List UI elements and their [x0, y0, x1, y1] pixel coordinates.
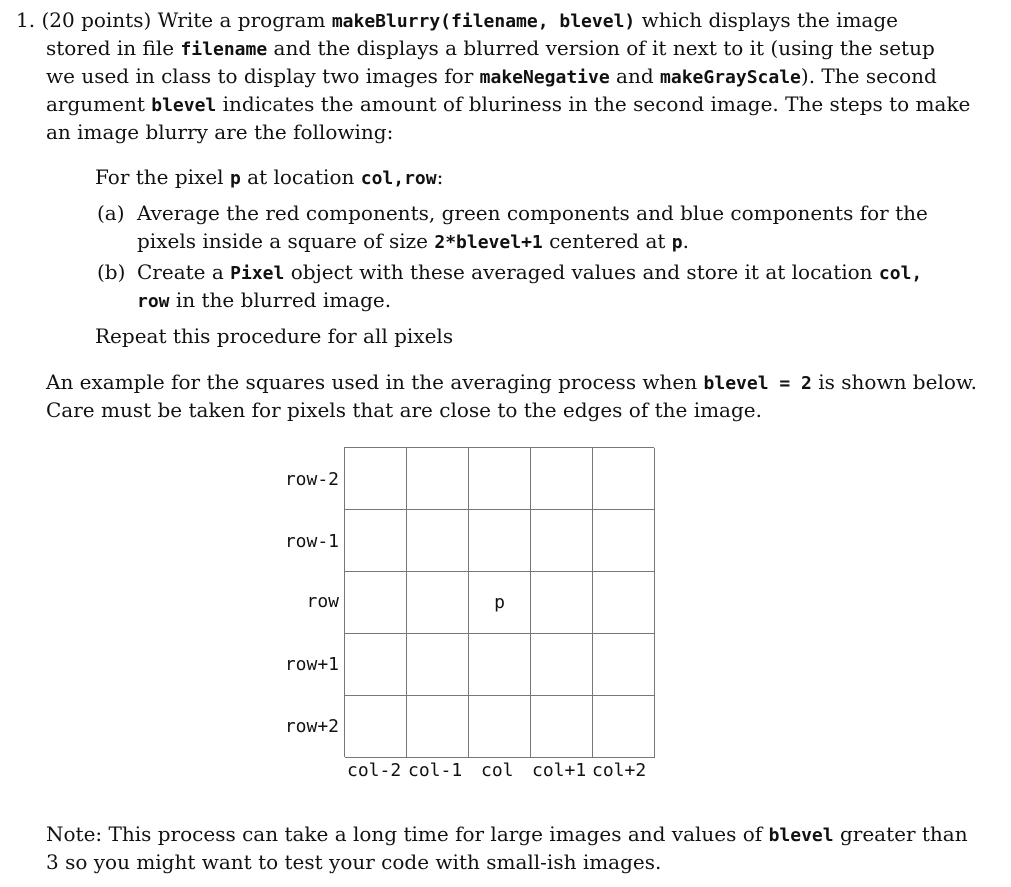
problem-text: we used in class to display two images for [46, 64, 474, 88]
grid-cell [345, 448, 407, 510]
col-label: col [481, 760, 514, 781]
grid-cell [469, 696, 531, 758]
grid-cell [407, 572, 469, 634]
code-pixel-class: Pixel [230, 263, 285, 284]
row-label: row+2 [284, 716, 339, 737]
problem-line-2 [46, 34, 935, 64]
step-a-label: (a) [97, 201, 125, 225]
problem-text: argument [46, 92, 145, 116]
code-makenegative: makeNegative [479, 67, 610, 88]
grid-cell [593, 448, 655, 510]
code-colrow: col,row [360, 168, 437, 189]
code-col: col, [878, 263, 923, 284]
grid-cell [531, 696, 593, 758]
problem-text: and the displays a blurred version of it next to it (using the setup [273, 36, 935, 60]
grid-cell [345, 510, 407, 572]
note-text: Note: This process can take a long time for large images and values of [46, 822, 763, 846]
grid-cell [469, 634, 531, 696]
code-p: p [229, 168, 241, 189]
step-a-line-2 [137, 227, 689, 257]
steps-intro [95, 163, 443, 193]
row-label: row [306, 591, 339, 612]
grid-cell [593, 572, 655, 634]
example-text: is shown below. [818, 370, 977, 394]
grid-cell [593, 634, 655, 696]
problem-text: which displays the image [641, 8, 898, 32]
problem-text: and [616, 64, 654, 88]
grid-cell [345, 696, 407, 758]
note-line-2: 3 so you might want to test your code with small-ish images. [46, 850, 662, 874]
problem-text: indicates the amount of bluriness in the second image. The steps to make [222, 92, 971, 116]
grid-cell [345, 572, 407, 634]
grid-cell [407, 510, 469, 572]
steps-text: Average the red components, green components and blue components for the [137, 201, 928, 225]
problem-line-3 [46, 62, 937, 92]
grid-cell-center [469, 572, 531, 634]
problem-text: Write a program [157, 8, 326, 32]
steps-text: in the blurred image. [175, 288, 392, 312]
steps-text: pixels inside a square of size [137, 229, 429, 253]
function-signature: makeBlurry(filename, blevel) [331, 11, 636, 32]
row-label: row-1 [284, 531, 339, 552]
example-line-1 [46, 368, 977, 398]
code-blevel-eq: blevel = 2 [703, 373, 812, 394]
problem-text: ). The second [800, 64, 937, 88]
grid-cell [345, 634, 407, 696]
steps-text: at location [247, 165, 355, 189]
steps-text: . [682, 229, 689, 253]
steps-text: For the pixel [95, 165, 224, 189]
step-b-line-1 [137, 258, 922, 288]
steps-text: Create a [137, 260, 224, 284]
problem-number: 1. [16, 8, 36, 32]
grid-cell [531, 634, 593, 696]
step-b-line-2 [137, 286, 391, 316]
col-label: col+2 [592, 760, 647, 781]
step-b-label: (b) [97, 260, 126, 284]
problem-text: an image blurry are the following: [46, 120, 394, 144]
center-pixel-label: p [494, 592, 505, 613]
grid-cell [407, 448, 469, 510]
grid-cell [593, 696, 655, 758]
grid-cell [531, 572, 593, 634]
row-label: row+1 [284, 654, 339, 675]
grid-cell [593, 510, 655, 572]
code-row: row [137, 291, 170, 312]
col-label: col+1 [532, 760, 587, 781]
steps-text: : [436, 165, 444, 189]
grid-cell [531, 448, 593, 510]
step-a-line-1 [137, 199, 928, 227]
note-line-1 [46, 820, 968, 850]
pixel-grid [344, 447, 654, 757]
code-filename: filename [180, 39, 268, 60]
problem-points: (20 points) [41, 8, 152, 32]
grid-cell [531, 510, 593, 572]
problem-line-4 [46, 90, 970, 120]
repeat-line: Repeat this procedure for all pixels [95, 324, 454, 348]
grid-cell [469, 510, 531, 572]
col-label: col-2 [347, 760, 402, 781]
code-makegrayscale: makeGrayScale [660, 67, 801, 88]
code-blevel: blevel [151, 95, 217, 116]
grid-cell [407, 696, 469, 758]
steps-text: centered at [549, 229, 666, 253]
code-p: p [671, 232, 683, 253]
problem-text: stored in file [46, 36, 175, 60]
row-label: row-2 [284, 469, 339, 490]
steps-text: object with these averaged values and store it at location [290, 260, 873, 284]
code-blevel: blevel [768, 825, 834, 846]
col-label: col-1 [408, 760, 463, 781]
code-size-expr: 2*blevel+1 [434, 232, 543, 253]
problem-line-5 [46, 118, 393, 146]
example-text: An example for the squares used in the averaging process when [46, 370, 698, 394]
grid-cell [407, 634, 469, 696]
example-line-2: Care must be taken for pixels that are close to the edges of the image. [46, 398, 762, 422]
problem-line-1 [16, 6, 898, 36]
note-text: greater than [839, 822, 968, 846]
grid-cell [469, 448, 531, 510]
